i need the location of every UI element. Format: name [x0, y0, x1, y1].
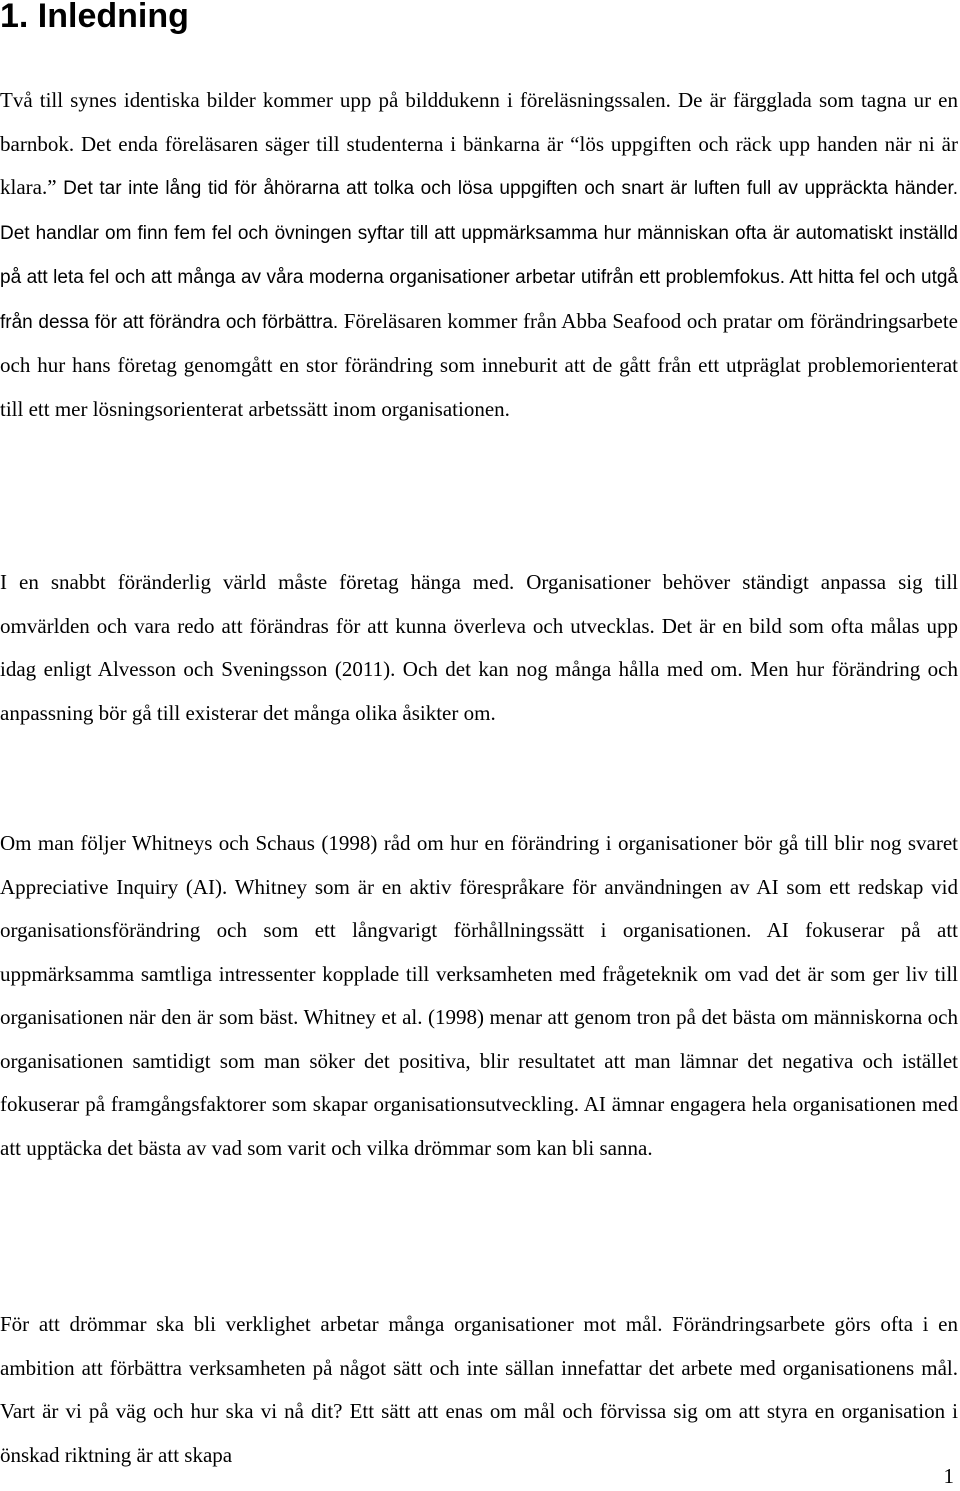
paragraph-1	[0, 79, 958, 431]
paragraph-3-tail: (1998) menar att genom tron på det bästa om människorna och organisationen samtidigt som man söker det positiva, blir resultatet att man lämnar det negativa och istället fokuserar på framgångsfaktorer som skapar organisationsutveckling. AI ämnar engagera hela organisationen med att upptäcka det bästa av vad som varit och vilka drömmar som kan bli sanna.	[0, 1005, 959, 1160]
paragraph-2-lead: I en snabbt föränderlig värld måste företag hänga med.	[0, 570, 515, 594]
paragraph-4	[0, 1303, 958, 1477]
paragraph-1-tail: Föreläsaren kommer från Abba Seafood och pratar om förändringsarbete och hur hans företag genomgått en stor förändring som inneburit att de gått från ett utpräglat problemorienterat till ett mer lösningsorienterat arbetssätt inom organisationen.	[0, 308, 958, 421]
paragraph-2	[0, 561, 958, 735]
paragraph-1-middle: Det tar inte lång tid för åhörarna att tolka och lösa uppgiften och snart är luften full av uppräckta händer. Det handlar om finn fem fel och övningen syftar till att uppmärksamma hur människan ofta är automatiskt inställd på att leta fel och att många av våra moderna organisationer arbetar utifrån ett problemfokus. Att hitta fel och utgå från dessa för att förändra och förbättra.	[0, 178, 958, 333]
paragraph-3-lead: Om man följer Whitneys och Schaus (1998) råd om hur en förändring i organisationer bör gå till blir nog svaret Appreciative Inquiry (AI). Whitney som är en aktiv förespråkare för användningen av AI som ett redskap vid organisationsförändring och som ett långvarigt förhållningssätt i organisationen. AI fokuserar på att uppmärksamma samtliga intressenter kopplade till verksamheten med frågeteknik om vad det är som ger liv till organisationen när den är som bäst. Whitney et al.	[0, 831, 958, 1029]
paragraph-4-lead: För att drömmar ska bli verklighet arbetar många organisationer mot mål. Förändringsarbete görs ofta i en ambition att förbättra verksamheten på något sätt och inte sällan innefattar det arbete med organisationens mål. Vart är vi på väg och hur ska vi nå dit? Ett sätt att enas om mål och förvissa sig om att styra en organisation i önskad riktning är att skapa	[0, 1312, 958, 1467]
paragraph-3	[0, 822, 958, 1170]
page-number: 1	[943, 1464, 954, 1488]
section-heading: 1. Inledning	[0, 0, 189, 35]
paragraph-1-lead: Två till synes identiska bilder kommer upp på bilddukenn i föreläsningssalen. De är färgglada som tagna ur en barnbok. Det enda föreläsaren säger till studenterna i bänkarna är “lös uppgiften och räck upp handen när ni är klara.”	[0, 88, 958, 199]
paragraph-2-tail: Organisationer behöver ständigt anpassa sig till omvärlden och vara redo att förändras för att kunna överleva och utvecklas. Det är en bild som ofta målas upp idag enligt Alvesson och Sveningsson (2011). Och det kan nog många hålla med om. Men hur förändring och anpassning bör gå till existerar det många olika åsikter om.	[0, 570, 958, 725]
